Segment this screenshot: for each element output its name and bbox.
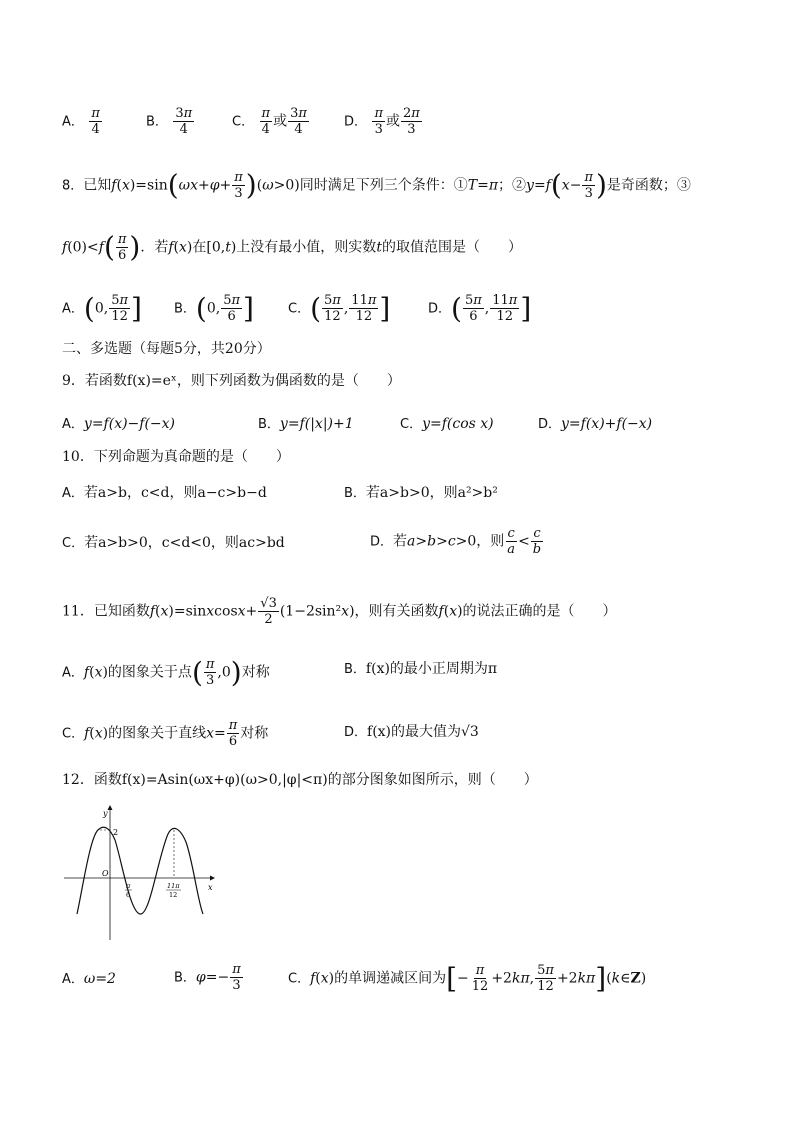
q8-line1: 8．已知f(x)=sin(ωx+φ+ $\frac{\pi}{3}$ )(ω>0)同时满足下列三个条件：①T=π；②y=f(x− $\frac{\pi}{3}$ )是奇函数；③ [62, 168, 691, 202]
tick2-num: 11π [167, 882, 180, 890]
q7-option-b-label: B． [146, 114, 168, 130]
q8-option-a: A．(0, $\frac{5\pi}{12}$ ] [62, 292, 142, 325]
tick1-den: 6 [126, 891, 131, 899]
q9-stem: 9．若函数f(x)=eˣ，则下列函数为偶函数的是（ ） [62, 373, 401, 389]
tick2-den: 12 [169, 891, 178, 899]
q9-option-d: D．y=f(x)+f(−x) [538, 416, 653, 432]
q7-option-c: C． $\frac{\pi}{4}$ 或 $\frac{3\pi}{4}$ [232, 106, 307, 137]
q7-option-c-label: C． [232, 114, 255, 130]
q11-option-b: B．f(x)的最小正周期为π [344, 661, 498, 677]
q8-option-c: C．( $\frac{5\pi}{12}$ , $\frac{11\pi}{12}$ ] [288, 292, 391, 325]
q7-option-a [62, 106, 103, 137]
q11-option-c: C．f(x)的图象关于直线x= $\frac{\pi}{6}$ 对称 [62, 718, 269, 749]
tick1-num: π [126, 882, 131, 890]
section-2-title: 二、多选题（每题5分，共20分） [62, 341, 271, 357]
q12-option-a: A．ω=2 [62, 971, 116, 987]
q7-option-a-label: A． [62, 114, 84, 130]
q10-option-d: D．若a>b>c>0，则 $\frac{c}{a}$ < $\frac{c}{b}$ [370, 526, 542, 557]
q7-option-a-frac: $\frac{\pi}{4}$ [91, 106, 100, 137]
q11-option-d: D．f(x)的最大值为√3 [344, 724, 479, 740]
q12-stem: 12．函数f(x)=Asin(ωx+φ)(ω>0,|φ|<π)的部分图象如图所示，则（ ） [62, 772, 538, 788]
q8-option-d: D．( $\frac{5\pi}{6}$ , $\frac{11\pi}{12}$ ] [428, 292, 532, 325]
q9-option-a: A．y=f(x)−f(−x) [62, 416, 176, 432]
q7-option-b: B． $\frac{3\pi}{4}$ [146, 106, 193, 137]
y-tick-label: 2 [113, 828, 119, 837]
sine-curve [77, 827, 203, 914]
q7-option-d-label: D． [344, 114, 368, 130]
q10-stem: 10．下列命题为真命题的是（ ） [62, 449, 290, 465]
y-axis-label: y [103, 809, 108, 818]
q9-option-c: C．y=f(cos x) [400, 416, 494, 432]
x-axis-label: x [208, 883, 213, 892]
origin-label: O [102, 869, 109, 878]
q10-option-a: A．若a>b，c<d，则a−c>b−d [62, 485, 267, 501]
q12-option-c: C．f(x)的单调递减区间为[− $\frac{\pi}{12}$ +2kπ, $\frac{5\pi}{12}$ +2kπ](k∈Z) [288, 962, 647, 995]
q11-stem: 11．已知函数f(x)=sinxcosx+ $\frac{√3}{2}$ (1−2sin²x)，则有关函数f(x)的说法正确的是（ ） [62, 596, 617, 627]
q10-option-b: B．若a>b>0，则a²>b² [344, 485, 498, 501]
q11-option-a: A．f(x)的图象关于点( $\frac{\pi}{3}$ ,0)对称 [62, 656, 270, 689]
q8-line2: f(0)<f( $\frac{\pi}{6}$ )．若f(x)在[0,t)上没有最小值，则实数t的取值范围是（ ） [62, 230, 522, 264]
q12-option-b: B．φ=− $\frac{\pi}{3}$ [174, 962, 241, 993]
q9-option-b: B．y=f(|x|)+1 [258, 416, 354, 432]
q8-option-b: B．(0, $\frac{5\pi}{6}$ ] [174, 292, 254, 325]
q7-option-d: D． $\frac{\pi}{3}$ 或 $\frac{2\pi}{3}$ [344, 106, 420, 137]
q12-sine-graph [60, 802, 220, 942]
q10-option-c: C．若a>b>0，c<d<0，则ac>bd [62, 535, 285, 551]
